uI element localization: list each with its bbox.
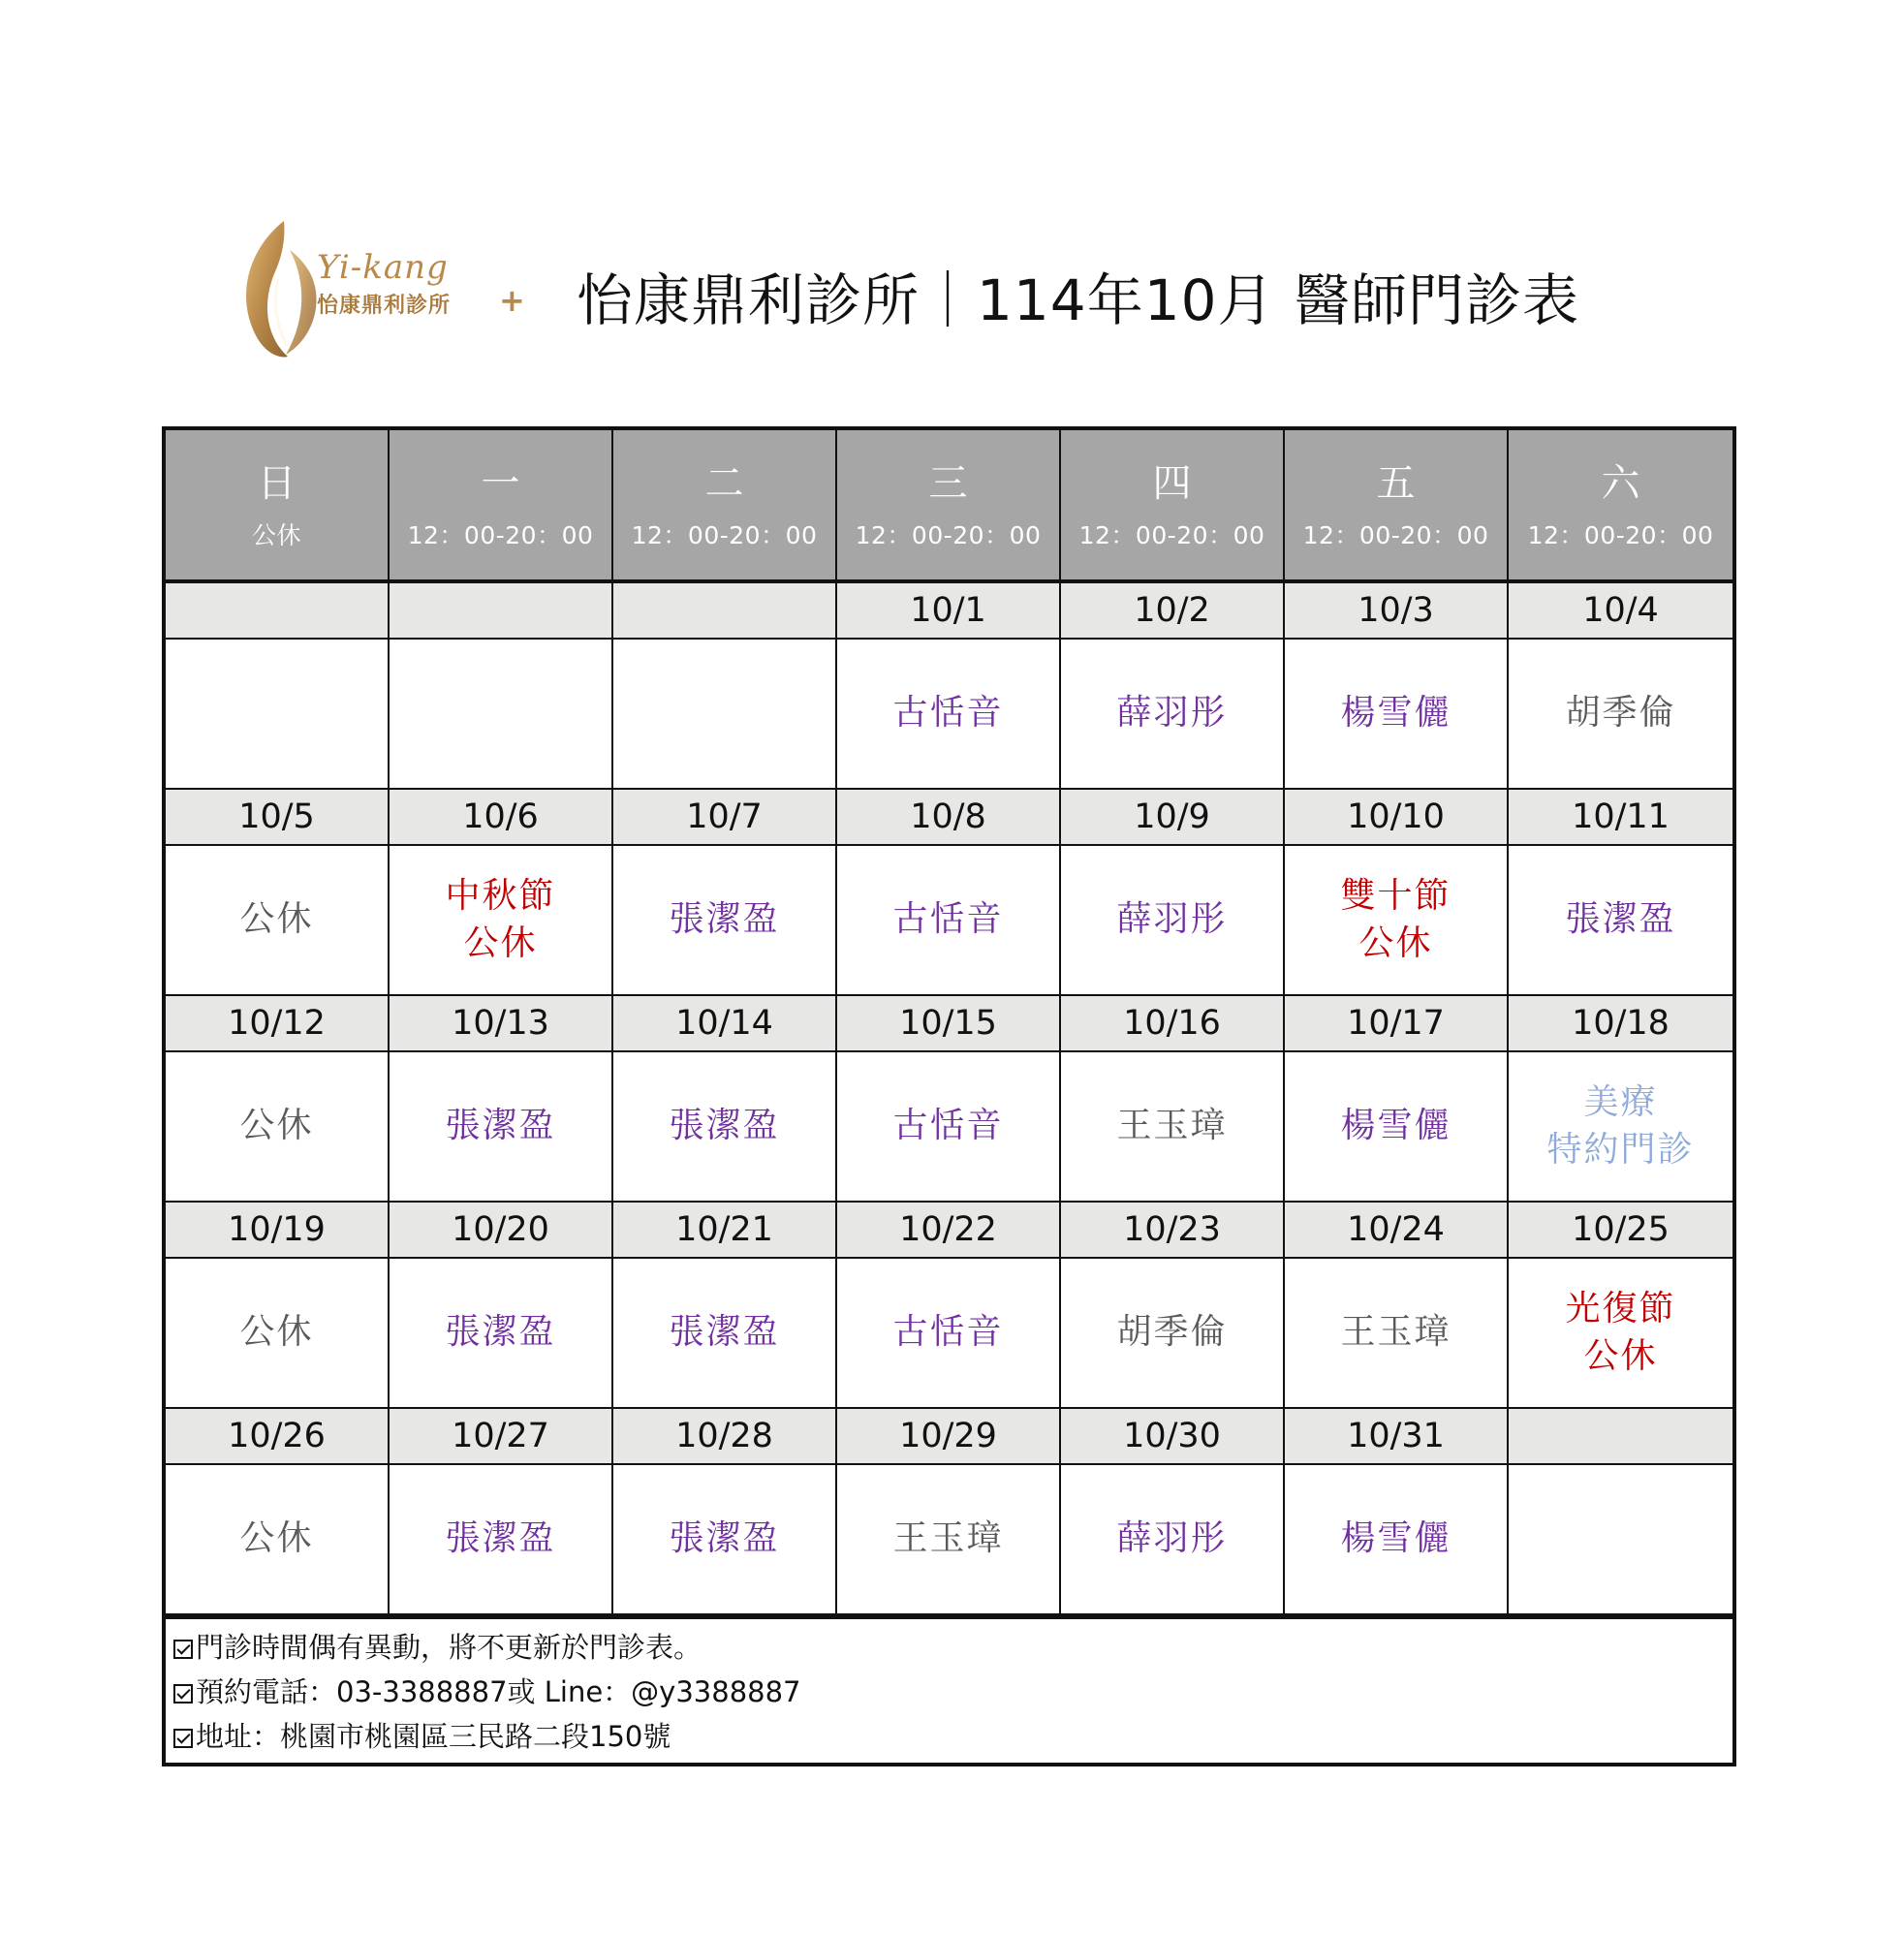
doctor-name: 王玉璋 (1116, 1106, 1228, 1146)
logo-chinese-text: 怡康鼎利診所 (317, 294, 452, 318)
clinic-hours: 公休 (251, 521, 301, 549)
doctor-cell (1061, 1052, 1285, 1203)
doctor-name: 古恬音 (892, 693, 1004, 734)
date-cell: 10/7 (613, 790, 837, 846)
date-cell: 10/14 (613, 996, 837, 1052)
doctor-cell (1061, 640, 1285, 790)
doctor-name: 中秋節 (445, 875, 556, 916)
date-cell (390, 583, 613, 640)
doctor-cell (613, 1052, 837, 1203)
date-cell: 10/31 (1285, 1409, 1509, 1465)
doctor-cell (166, 640, 390, 790)
date-cell: 10/28 (613, 1409, 837, 1465)
doctor-name: 胡季倫 (1565, 693, 1676, 734)
date-cell: 10/23 (1061, 1203, 1285, 1259)
weekday-label: 二 (704, 461, 744, 506)
doctor-name: 公休 (239, 1106, 314, 1146)
doctor-name: 胡季倫 (1116, 1312, 1228, 1353)
date-cell: 10/25 (1509, 1203, 1732, 1259)
doctor-cell (1509, 640, 1732, 790)
doctor-cell (1509, 1052, 1732, 1203)
page-header (228, 211, 1701, 366)
weekday-label: 日 (257, 461, 297, 506)
clinic-hours: 12：00-20：00 (1078, 521, 1265, 549)
date-cell: 10/26 (166, 1409, 390, 1465)
note-line (173, 1670, 1725, 1714)
doctor-cell (837, 846, 1061, 996)
doctor-cell (613, 1465, 837, 1615)
doctor-cell (1285, 846, 1509, 996)
note-text: 預約電話：03-3388887或 Line：@y3388887 (196, 1675, 801, 1708)
doctor-name: 薛羽彤 (1116, 899, 1228, 940)
doctor-cell (166, 1259, 390, 1409)
doctor-name: 公休 (239, 1312, 314, 1353)
date-cell: 10/8 (837, 790, 1061, 846)
clinic-hours: 12：00-20：00 (1302, 521, 1489, 549)
doctor-name: 薛羽彤 (1116, 693, 1228, 734)
doctor-name: 光復節 (1565, 1288, 1676, 1328)
doctor-cell (1061, 1465, 1285, 1615)
date-cell (613, 583, 837, 640)
date-cell: 10/27 (390, 1409, 613, 1465)
date-cell: 10/5 (166, 790, 390, 846)
logo-script-text: Yi-kang (317, 248, 449, 287)
doctor-cell (837, 1259, 1061, 1409)
doctor-cell (1509, 1465, 1732, 1615)
doctor-name: 張潔盈 (445, 1518, 556, 1559)
doctor-name: 公休 (239, 899, 314, 940)
date-cell: 10/30 (1061, 1409, 1285, 1465)
date-cell: 10/9 (1061, 790, 1285, 846)
doctor-name: 楊雪儷 (1340, 1518, 1451, 1559)
checkbox-icon (173, 1640, 193, 1659)
weekday-label: 三 (928, 461, 968, 506)
page-title: 怡康鼎利診所｜114年10月 醫師門診表 (577, 267, 1579, 333)
doctor-name: 公休 (1583, 1335, 1658, 1376)
weekday-label: 五 (1376, 461, 1416, 506)
note-line (173, 1625, 1725, 1670)
weekday-label: 六 (1601, 461, 1640, 506)
doctor-cell (1061, 846, 1285, 996)
doctor-name: 薛羽彤 (1116, 1518, 1228, 1559)
doctor-name: 張潔盈 (445, 1106, 556, 1146)
doctor-cell (1285, 1052, 1509, 1203)
doctor-name: 公休 (1358, 922, 1433, 963)
doctor-name: 公休 (239, 1518, 314, 1559)
logo-text (317, 248, 530, 319)
date-cell: 10/29 (837, 1409, 1061, 1465)
date-cell: 10/16 (1061, 996, 1285, 1052)
doctor-name: 王玉璋 (1340, 1312, 1451, 1353)
date-cell: 10/24 (1285, 1203, 1509, 1259)
schedule-table (162, 426, 1736, 1766)
clinic-hours: 12：00-20：00 (1527, 521, 1714, 549)
clinic-logo (228, 211, 528, 366)
doctor-name: 張潔盈 (669, 1106, 780, 1146)
date-cell: 10/3 (1285, 583, 1509, 640)
date-cell: 10/1 (837, 583, 1061, 640)
doctor-cell (1285, 1259, 1509, 1409)
date-cell: 10/17 (1285, 996, 1509, 1052)
date-cell: 10/20 (390, 1203, 613, 1259)
doctor-name: 雙十節 (1340, 875, 1451, 916)
doctor-name: 美療 (1583, 1081, 1658, 1122)
doctor-cell (613, 1259, 837, 1409)
date-cell: 10/15 (837, 996, 1061, 1052)
note-line (173, 1714, 1725, 1759)
doctor-name: 楊雪儷 (1340, 1106, 1451, 1146)
doctor-name: 張潔盈 (669, 899, 780, 940)
doctor-cell (1509, 846, 1732, 996)
date-cell: 10/21 (613, 1203, 837, 1259)
weekday-label: 一 (481, 461, 520, 506)
header-cell (1285, 430, 1509, 583)
doctor-name: 楊雪儷 (1340, 693, 1451, 734)
doctor-cell (1285, 1465, 1509, 1615)
date-cell: 10/18 (1509, 996, 1732, 1052)
note-text: 地址：桃園市桃園區三民路二段150號 (196, 1720, 671, 1753)
clinic-hours: 12：00-20：00 (631, 521, 818, 549)
doctor-cell (837, 1052, 1061, 1203)
doctor-name: 古恬音 (892, 899, 1004, 940)
clinic-hours: 12：00-20：00 (407, 521, 594, 549)
date-cell (1509, 1409, 1732, 1465)
notes-section (166, 1615, 1732, 1763)
schedule-grid (166, 430, 1732, 1615)
date-cell: 10/12 (166, 996, 390, 1052)
doctor-cell (837, 1465, 1061, 1615)
doctor-name: 王玉璋 (892, 1518, 1004, 1559)
doctor-cell (166, 1465, 390, 1615)
date-cell: 10/2 (1061, 583, 1285, 640)
doctor-cell (613, 846, 837, 996)
date-cell: 10/19 (166, 1203, 390, 1259)
doctor-name: 張潔盈 (445, 1312, 556, 1353)
doctor-cell (1509, 1259, 1732, 1409)
checkbox-icon (173, 1729, 193, 1748)
doctor-name: 特約門診 (1546, 1129, 1695, 1170)
doctor-cell (390, 640, 613, 790)
doctor-name: 張潔盈 (1565, 899, 1676, 940)
doctor-cell (1061, 1259, 1285, 1409)
header-cell (390, 430, 613, 583)
doctor-cell (166, 1052, 390, 1203)
doctor-name: 張潔盈 (669, 1518, 780, 1559)
header-cell (1061, 430, 1285, 583)
doctor-cell (390, 846, 613, 996)
doctor-name: 古恬音 (892, 1106, 1004, 1146)
doctor-cell (390, 1465, 613, 1615)
doctor-cell (613, 640, 837, 790)
date-cell: 10/13 (390, 996, 613, 1052)
header-cell (613, 430, 837, 583)
header-cell (166, 430, 390, 583)
date-cell: 10/11 (1509, 790, 1732, 846)
doctor-name: 張潔盈 (669, 1312, 780, 1353)
clinic-hours: 12：00-20：00 (855, 521, 1042, 549)
doctor-name: 公休 (463, 922, 538, 963)
note-text: 門診時間偶有異動，將不更新於門診表。 (196, 1631, 702, 1664)
doctor-name: 古恬音 (892, 1312, 1004, 1353)
date-cell: 10/6 (390, 790, 613, 846)
doctor-cell (390, 1052, 613, 1203)
date-cell (166, 583, 390, 640)
header-cell (1509, 430, 1732, 583)
cross-plus-icon: + (499, 282, 525, 319)
date-cell: 10/10 (1285, 790, 1509, 846)
doctor-cell (837, 640, 1061, 790)
doctor-cell (1285, 640, 1509, 790)
checkbox-icon (173, 1684, 193, 1704)
date-cell: 10/22 (837, 1203, 1061, 1259)
weekday-label: 四 (1152, 461, 1192, 506)
date-cell: 10/4 (1509, 583, 1732, 640)
doctor-cell (166, 846, 390, 996)
doctor-cell (390, 1259, 613, 1409)
header-cell (837, 430, 1061, 583)
